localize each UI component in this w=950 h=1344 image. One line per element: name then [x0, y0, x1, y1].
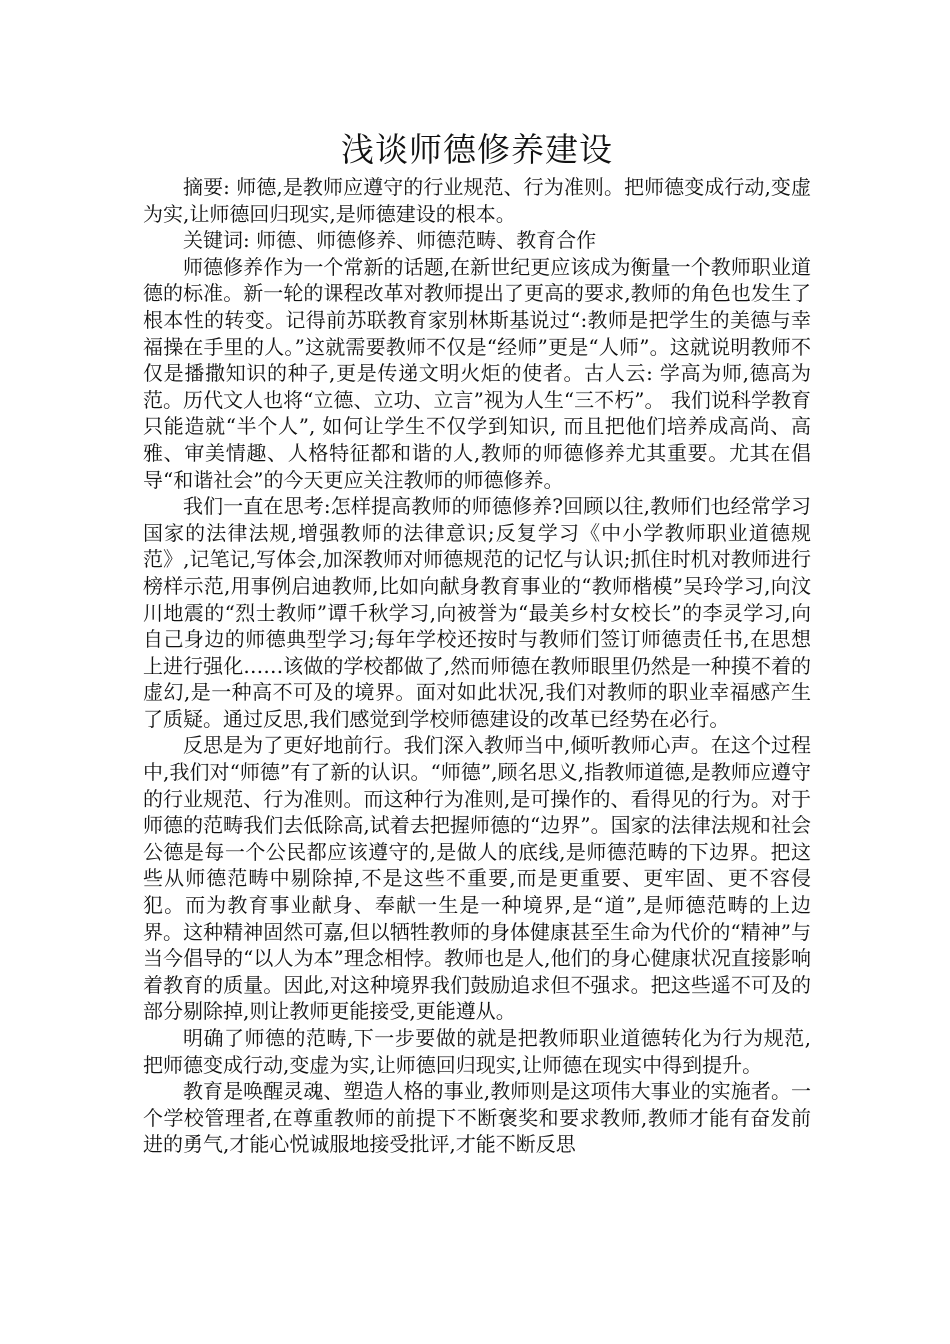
- abstract-paragraph: 摘要: 师德,是教师应遵守的行业规范、行为准则。把师德变成行动,变虚为实,让师德回归现实,是师德建设的根本。: [143, 175, 811, 226]
- body-paragraph: 反思是为了更好地前行。我们深入教师当中,倾听教师心声。在这个过程中,我们对“师德”有了新的认识。“师德”,顾名思义,指教师道德,是教师应遵守的行业规范、行为准则。而这种行为准则,是可操作的、看得见的行为。对于师德的范畴我们去低除高,试着去把握师德的“边界”。国家的法律法规和社会公德是每一个公民都应该遵守的,是做人的底线,是师德范畴的下边界。把这些从师德范畴中剔除掉,不是这些不重要,而是更重要、更牢固、更不容侵犯。而为教育事业献身、奉献一生是一种境界,是“道”,是师德范畴的上边界。这种精神固然可嘉,但以牺牲教师的身体健康甚至生命为代价的“精神”与当今倡导的“以人为本”理念相悖。教师也是人,他们的身心健康状况直接影响着教育的质量。因此,对这种境界我们鼓励追求但不强求。把这些遥不可及的部分剔除掉,则让教师更能接受,更能遵从。: [143, 733, 811, 1024]
- document-title: 浅谈师德修养建设: [341, 130, 613, 169]
- body-paragraph: 教育是唤醒灵魂、塑造人格的事业,教师则是这项伟大事业的实施者。一个学校管理者,在尊重教师的前提下不断褒奖和要求教师,教师才能有奋发前进的勇气,才能心悦诚服地接受批评,才能不断反思: [143, 1079, 811, 1157]
- body-paragraph: 我们一直在思考:怎样提高教师的师德修养?回顾以往,教师们也经常学习国家的法律法规,增强教师的法律意识;反复学习《中小学教师职业道德规范》,记笔记,写体会,加深教师对师德规范的记忆与认识;抓住时机对教师进行榜样示范,用事例启迪教师,比如向献身教育事业的“教师楷模”吴玲学习,向汶川地震的“烈士教师”谭千秋学习,向被誉为“最美乡村女校长”的李灵学习,向自己身边的师德典型学习;每年学校还按时与教师们签订师德责任书,在思想上进行强化……该做的学校都做了,然而师德在教师眼里仍然是一种摸不着的虚幻,是一种高不可及的境界。面对如此状况,我们对教师的职业幸福感产生了质疑。通过反思,我们感觉到学校师德建设的改革已经势在必行。: [143, 494, 811, 731]
- document-page: [143, 128, 811, 1158]
- body-paragraph: 师德修养作为一个常新的话题,在新世纪更应该成为衡量一个教师职业道德的标准。新一轮的课程改革对教师提出了更高的要求,教师的角色也发生了根本性的转变。记得前苏联教育家别林斯基说过“:教师是把学生的美德与幸福操在手里的人。”这就需要教师不仅是“经师”更是“人师”。这就说明教师不仅是播撒知识的种子,更是传递文明火炬的使者。古人云: 学高为师,德高为范。历代文人也将“立德、立功、立言”视为人生“三不朽”。 我们说科学教育只能造就“半个人”, 如何让学生不仅学到知识, 而且把他们培养成高尚、高雅、审美情趣、人格特征都和谐的人,教师的师德修养尤其重要。尤其在倡导“和谐社会”的今天更应关注教师的师德修养。: [143, 254, 811, 492]
- body-paragraph: 明确了师德的范畴,下一步要做的就是把教师职业道德转化为行为规范,把师德变成行动,变虚为实,让师德回归现实,让师德在现实中得到提升。: [143, 1026, 811, 1077]
- keywords-paragraph: 关键词: 师德、师德修养、师德范畴、教育合作: [183, 228, 597, 253]
